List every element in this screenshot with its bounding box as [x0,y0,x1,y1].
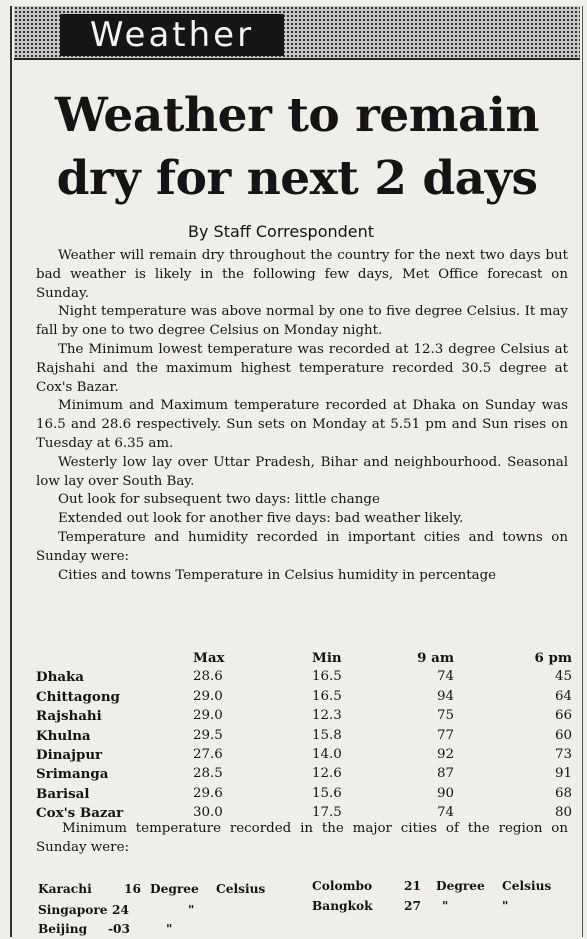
city-name: Barisal [36,785,90,802]
paragraph: Cities and towns Temperature in Celsius humidity in percentage [58,567,497,583]
regional-min-value: -03 [108,922,131,936]
humidity-9am: 87 [436,766,454,782]
regional-unit: Celsius [502,879,552,893]
humidity-6pm: 64 [554,688,572,704]
max-temp: 29.6 [193,785,223,801]
paragraph: Minimum and Maximum temperature recorded at Dhaka on Sunday was 16.5 and 28.6 respectively. Sun sets on Monday at 5.51 pm and Sun rises on Tuesday at 6.35 am. [36,398,568,451]
regional-unit: " [442,899,449,913]
city-name: Srimanga [36,766,109,783]
headline [16,84,578,210]
regional-city: Bangkok [312,899,373,913]
humidity-9am: 74 [436,669,454,685]
max-temp: 28.5 [193,766,223,782]
city-name: Dinajpur [36,746,103,763]
article-body [36,247,568,585]
table-header-row [36,650,576,669]
regional-unit: Degree [436,879,485,893]
regional-min-value: 24 [112,903,129,917]
column-header-9am: 9 am [417,650,454,666]
table-row [36,689,576,708]
column-header-min: Min [312,650,342,666]
city-name: Dhaka [36,669,84,686]
humidity-6pm: 73 [554,746,572,762]
paragraph: Weather will remain dry throughout the country for the next two days but bad weather is likely in the following few days, Met Office forecast on Sunday. [36,248,568,301]
table-row [36,786,576,805]
regional-unit: " [166,922,173,936]
paragraph: Minimum temperature recorded in the major cities of the region on Sunday were: [36,821,568,855]
humidity-6pm: 45 [554,669,572,685]
min-temp: 16.5 [312,669,342,685]
min-temp: 14.0 [312,746,342,762]
humidity-9am: 90 [436,785,454,801]
min-temp: 15.6 [312,785,342,801]
max-temp: 29.0 [193,688,223,704]
regional-unit: " [502,899,509,913]
humidity-6pm: 91 [554,766,572,782]
table-row [36,669,576,688]
regional-min-value: 16 [124,882,141,896]
humidity-9am: 74 [436,805,454,821]
humidity-9am: 77 [436,727,454,743]
humidity-9am: 94 [436,688,454,704]
paragraph: The Minimum lowest temperature was recorded at 12.3 degree Celsius at Rajshahi and the maximum highest temperature recorded 30.5 degree at Cox's Bazar. [36,341,568,395]
max-temp: 28.6 [193,669,223,685]
regional-city: Colombo [312,879,373,893]
city-name: Rajshahi [36,708,102,725]
temperature-table [36,650,576,825]
regional-min-value: 27 [404,899,421,913]
max-temp: 29.0 [193,708,223,724]
table-row [36,747,576,766]
humidity-6pm: 66 [554,708,572,724]
table-row [36,728,576,747]
humidity-9am: 92 [436,746,454,762]
headline-line-2: dry for next 2 days [56,151,538,206]
section-banner [14,6,580,60]
min-temp: 15.8 [312,727,342,743]
paragraph: Extended out look for another five days: bad weather likely. [58,511,464,527]
paragraph: Out look for subsequent two days: little change [58,492,380,508]
column-header-6pm: 6 pm [534,650,572,666]
regional-city: Karachi [38,882,92,896]
min-temp: 16.5 [312,688,342,704]
section-label: Weather [60,14,284,56]
humidity-9am: 75 [436,708,454,724]
paragraph: Night temperature was above normal by one to five degree Celsius. It may fall by one to two degree Celsius on Monday night. [36,304,568,339]
column-header-max: Max [193,650,225,666]
humidity-6pm: 60 [554,727,572,743]
min-temp: 12.3 [312,708,342,724]
city-name: Khulna [36,727,91,744]
regional-unit: " [188,903,195,917]
paragraph: Temperature and humidity recorded in important cities and towns on Sunday were: [36,529,568,564]
regional-unit: Degree [150,882,199,896]
regional-min-intro [36,820,568,858]
max-temp: 27.6 [193,746,223,762]
table-row [36,766,576,785]
regional-city: Singapore [38,903,108,917]
table-body [36,669,576,824]
regional-min-value: 21 [404,879,421,893]
max-temp: 30.0 [193,805,223,821]
humidity-6pm: 68 [554,785,572,801]
city-name: Chittagong [36,688,120,705]
regional-city: Beijing [38,922,88,936]
table-row [36,708,576,727]
min-temp: 17.5 [312,805,342,821]
headline-line-1: Weather to remain [54,88,539,143]
regional-unit: Celsius [216,882,266,896]
paragraph: Westerly low lay over Uttar Pradesh, Bihar and neighbourhood. Seasonal low lay over South Bay. [36,454,568,489]
max-temp: 29.5 [193,727,223,743]
humidity-6pm: 80 [554,805,572,821]
byline: By Staff Correspondent [188,222,375,241]
city-name: Cox's Bazar [36,805,124,822]
min-temp: 12.6 [312,766,342,782]
